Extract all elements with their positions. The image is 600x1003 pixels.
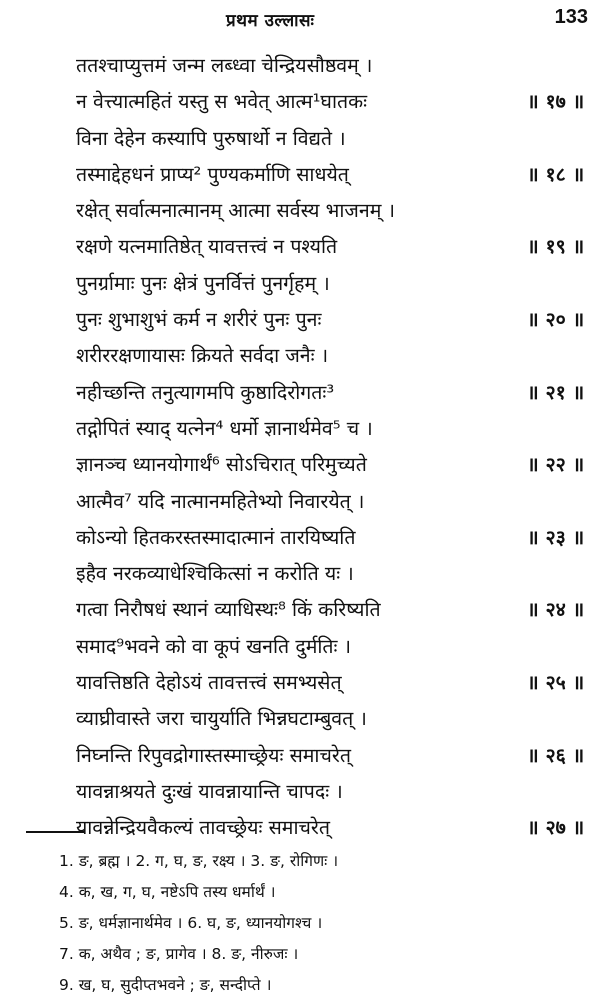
- verse-number: ॥ २६ ॥: [527, 743, 585, 767]
- verse-line: [0, 484, 600, 520]
- verse-text: व्याघ्रीवास्ते जरा चायुर्याति भिन्नघटाम्बुवत् ।: [76, 707, 367, 731]
- verse-line: [0, 375, 600, 411]
- verse-line: [0, 411, 600, 447]
- verse-line: [0, 121, 600, 157]
- footnote-line: [0, 877, 600, 908]
- verse-line: [0, 193, 600, 229]
- verse-line: [0, 665, 600, 701]
- footnote-text: 9. ख, घ, सुदीप्तभवने ; ङ, सन्दीप्ते ।: [59, 976, 272, 994]
- verse-line: [0, 810, 600, 846]
- verse-text: नहीच्छन्ति तनुत्यागमपि कुष्ठादिरोगतः³: [76, 380, 335, 404]
- verse-text: पुनः शुभाशुभं कर्म न शरीरं पुनः पुनः: [76, 308, 322, 332]
- footnote-line: [0, 939, 600, 970]
- verse-number: ॥ २४ ॥: [527, 598, 585, 622]
- footnote-text: 1. ङ, ब्रह्म । 2. ग, घ, ङ, रक्ष्य । 3. ङ, रोगिणः ।: [59, 852, 339, 870]
- verse-text: विना देहेन कस्यापि पुरुषार्थो न विद्यते ।: [76, 126, 346, 150]
- verse-text: आत्मैव⁷ यदि नात्मानमहितेभ्यो निवारयेत् ।: [76, 489, 365, 513]
- verse-number: ॥ २१ ॥: [527, 380, 585, 404]
- verse-text: गत्वा निरौषधं स्थानं व्याधिस्थः⁸ किं करिष्यति: [76, 598, 381, 622]
- verse-line: [0, 447, 600, 483]
- verse-line: [0, 84, 600, 120]
- running-head: प्रथम उल्लासः: [226, 11, 315, 31]
- verse-text: रक्षणे यत्नमातिष्ठेत् यावत्तत्त्वं न पश्यति: [76, 235, 338, 259]
- verse-line: [0, 48, 600, 84]
- page-number: 133: [554, 6, 588, 28]
- footnote-line: [0, 846, 600, 877]
- verse-block: [0, 48, 600, 847]
- verse-text: ततश्चाप्युत्तमं जन्म लब्ध्वा चेन्द्रियसौष्ठवम् ।: [76, 54, 373, 77]
- verse-line: [0, 157, 600, 193]
- verse-line: [0, 556, 600, 592]
- footnote-divider: [26, 831, 84, 833]
- footnote-line: [0, 908, 600, 939]
- footnote-text: 7. क, अथैव ; ङ, प्रागेव । 8. ङ, नीरुजः ।: [59, 945, 299, 963]
- verse-number: ॥ २५ ॥: [527, 671, 585, 695]
- verse-line: [0, 774, 600, 810]
- verse-line: [0, 738, 600, 774]
- verse-text: यावन्नाश्रयते दुःखं यावन्नायान्ति चापदः ।: [76, 779, 343, 803]
- verse-number: ॥ १८ ॥: [527, 162, 585, 186]
- verse-number: ॥ २२ ॥: [527, 453, 585, 477]
- verse-text: शरीररक्षणायासः क्रियते सर्वदा जनैः ।: [76, 344, 329, 368]
- verse-line: [0, 229, 600, 265]
- verse-line: [0, 520, 600, 556]
- verse-line: [0, 629, 600, 665]
- verse-text: निघ्नन्ति रिपुवद्रोगास्तस्माच्छ्रेयः समाचरेत्: [76, 743, 351, 767]
- footnote-text: 5. ङ, धर्मज्ञानार्थमेव । 6. घ, ङ, ध्यानयोगश्च ।: [59, 914, 323, 932]
- footnote-line: [0, 970, 600, 1001]
- verse-text: कोऽन्यो हितकरस्तस्मादात्मानं तारयिष्यति: [76, 525, 356, 549]
- verse-number: ॥ २३ ॥: [527, 525, 585, 549]
- verse-line: [0, 266, 600, 302]
- verse-number: ॥ १७ ॥: [527, 90, 585, 114]
- verse-text: यावत्तिष्ठति देहोऽयं तावत्तत्त्वं समभ्यसेत्: [76, 671, 342, 695]
- verse-text: रक्षेत् सर्वात्मनात्मानम् आत्मा सर्वस्य भाजनम् ।: [76, 199, 395, 223]
- verse-number: ॥ २७ ॥: [527, 816, 585, 840]
- verse-text: यावन्नेन्द्रियवैकल्यं तावच्छ्रेयः समाचरेत्: [76, 816, 330, 840]
- verse-number: ॥ १९ ॥: [527, 235, 585, 259]
- verse-text: तस्माद्देहधनं प्राप्य² पुण्यकर्माणि साधयेत्: [76, 162, 349, 186]
- verse-text: पुनर्ग्रामाः पुनः क्षेत्रं पुनर्वित्तं पुनर्गृहम् ।: [76, 271, 330, 295]
- footnote-text: 4. क, ख, ग, घ, नष्टेऽपि तस्य धर्मार्थं ।: [59, 883, 276, 901]
- footnotes: [0, 846, 600, 1001]
- verse-text: इहैव नरकव्याधेश्चिकित्सां न करोति यः ।: [76, 562, 354, 586]
- page-header: [0, 6, 600, 36]
- verse-text: समाद⁹भवने को वा कूपं खनति दुर्मतिः ।: [76, 634, 352, 658]
- verse-text: तद्गोपितं स्याद् यत्नेन⁴ धर्मो ज्ञानार्थमेव⁵ च ।: [76, 416, 373, 440]
- verse-line: [0, 701, 600, 737]
- verse-text: ज्ञानञ्च ध्यानयोगार्थं⁶ सोऽचिरात् परिमुच्यते: [76, 453, 367, 477]
- verse-text: न वेत्त्यात्महितं यस्तु स भवेत् आत्म¹घातकः: [76, 90, 368, 114]
- verse-number: ॥ २० ॥: [527, 308, 585, 332]
- verse-line: [0, 302, 600, 338]
- verse-line: [0, 338, 600, 374]
- verse-line: [0, 592, 600, 628]
